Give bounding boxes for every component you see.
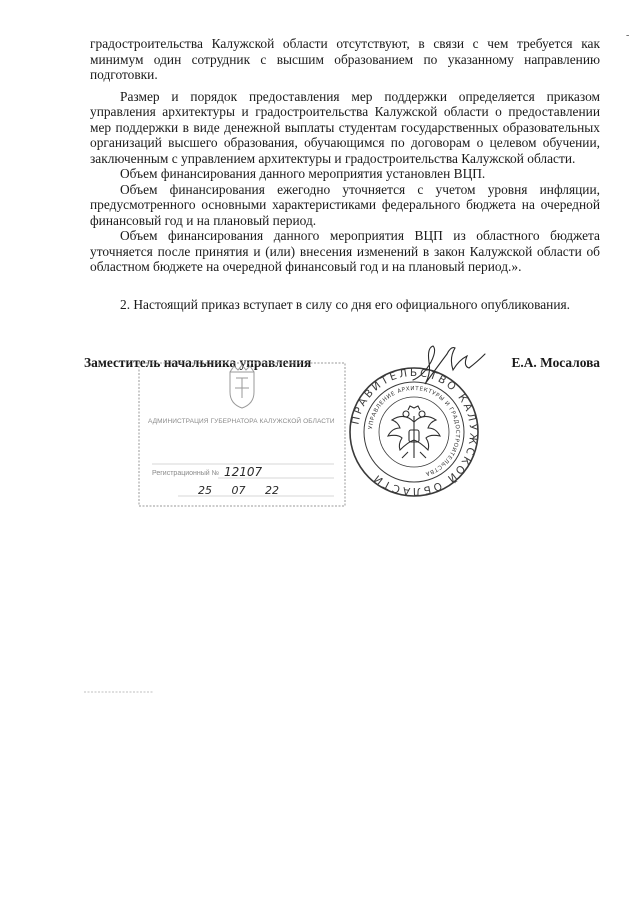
- registration-stamp: [138, 362, 346, 507]
- signature-scribble: [405, 334, 495, 394]
- registration-stamp-header: АДМИНИСТРАЦИЯ ГУБЕРНАТОРА КАЛУЖСКОЙ ОБЛАСТИ: [148, 418, 335, 425]
- footer-dashed-line: [84, 690, 154, 694]
- seal-outer-text: ПРАВИТЕЛЬСТВО КАЛУЖСКОЙ ОБЛАСТИ: [349, 366, 480, 498]
- registration-number: 12107: [224, 465, 263, 479]
- paragraph-enactment: 2. Настоящий приказ вступает в силу со дня его официального опубликования.: [120, 296, 570, 312]
- document-body: [90, 0, 600, 312]
- registration-date: 25 07 22: [198, 484, 279, 497]
- paragraph: градостроительства Калужской области отсутствуют, в связи с чем требуется как минимум один сотрудник с высшим образованием по указанному направлению подготовки.: [90, 36, 600, 82]
- signatory-title: Заместитель начальника управления: [84, 355, 312, 370]
- corner-mark: -: [626, 30, 630, 41]
- double-headed-eagle-icon: [388, 406, 440, 458]
- seal-inner-text: УПРАВЛЕНИЕ АРХИТЕКТУРЫ И ГРАДОСТРОИТЕЛЬСТВА: [368, 385, 461, 477]
- paragraph: Размер и порядок предоставления мер поддержки определяется приказом управления архитектуры и градостроительства Калужской области о предоставлении мер поддержки в виде денежной выплаты студентам государственных образовательных организаций высшего образования, обучающимся по договорам о целевом обучении, заключенным с управлением архитектуры и градостроительства Калужской области.: [90, 88, 600, 166]
- handwritten-signature: [405, 334, 495, 394]
- signatory-name: Е.А. Мосалова: [511, 355, 600, 370]
- registration-number-label: Регистрационный №: [152, 470, 220, 477]
- paragraph: Объем финансирования данного мероприятия установлен ВЦП.: [120, 166, 486, 181]
- paragraph: Объем финансирования данного мероприятия ВЦП из областного бюджета уточняется после принятия и (или) внесения изменений в закон Калужской области об областном бюджете на очередной финансовый год и на плановый период.».: [90, 228, 600, 274]
- paragraph: Объем финансирования ежегодно уточняется с учетом уровня инфляции, предусмотренного основными характеристиками федерального бюджета на очередной финансовый год и на плановый период.: [90, 181, 600, 228]
- coat-of-arms-icon: [230, 365, 254, 408]
